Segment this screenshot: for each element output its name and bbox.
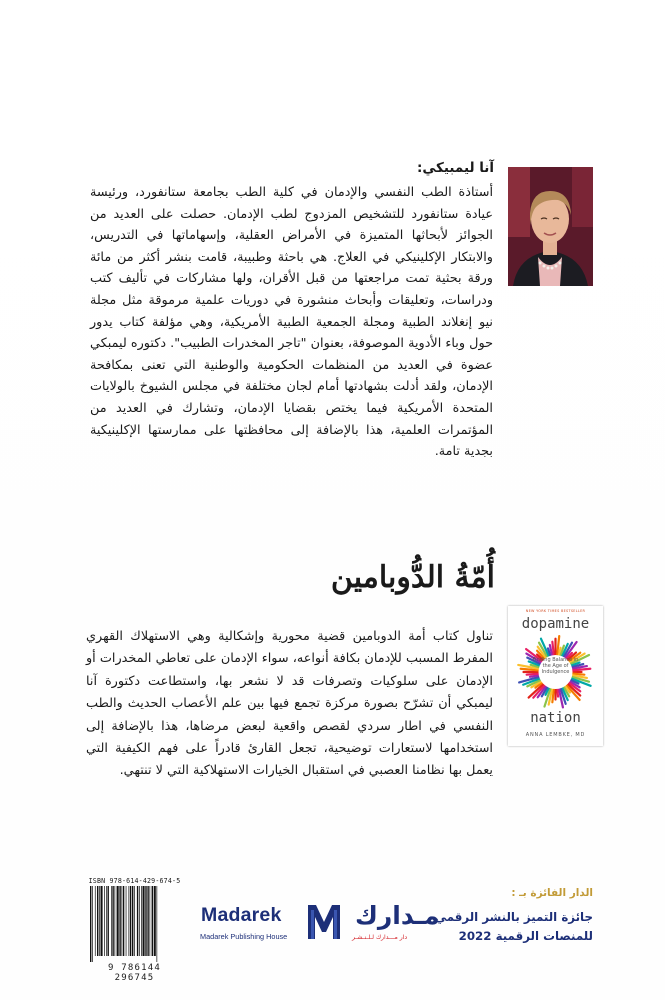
barcode-bar [108, 886, 109, 956]
barcode-bar [122, 886, 123, 956]
author-photo [508, 167, 593, 286]
award-label: الدار الفائزة بـ : [511, 887, 593, 899]
barcode-bar [119, 886, 120, 956]
barcode-bar [126, 886, 127, 956]
publisher-name-arabic: مـدارك [355, 901, 440, 930]
barcode-bar [99, 886, 100, 956]
publisher-house-label: Madarek Publishing House [200, 932, 288, 941]
barcode-bar [134, 886, 135, 956]
author-bio: أستاذة الطب النفسي والإدمان في كلية الطب بجامعة ستانفورد، ورئيسة عيادة ستانفورد للتشخيص المزدوج لطب الإدمان. حصلت على العديد من الجوائز لأبحاثها المتميزة في الأمراض العقلية، وإسهاماتها في التدريس، والابتكار الإكلينيكي في العلاج. هي باحثة وطبيبة، قامت بنشر أكثر من مائة ورقة بحثية تمت مراجعتها من قبل الأقران، ولها مشاركات في تأليف كتب ودراسات، وتعليقات وأبحاث منشورة في دوريات علمية مرموقة مثل مجلة نيو إنغلاند الطبية ومجلة الجمعية الطبية الأمريكية، وهي مؤلفة كتاب يدور حول وباء الأدوية الموصوفة، بعنوان "تاجر المخدرات الطبيب". دكتوره ليمبكي عضوة في العديد من المنظمات الحكومية والوطنية التي تعنى بمكافحة الإدمان، ولقد أدلت بشهادتها أمام لجان مختلفة في مجلس الشيوخ بالولايات المتحدة الأمريكية فيما يختص بقضايا الإدمان، وتشارك في العديد من المؤتمرات العلمية، هذا بالإضافة إلى محافظتها على ممارستها الإكلينيكية بجدية تامة. [90, 185, 493, 460]
publisher-tagline: دار مـــدارك لـلـنـشـر [352, 934, 408, 941]
barcode-bar [111, 886, 112, 956]
barcode-bar [139, 886, 140, 956]
barcode-bar [147, 886, 148, 956]
barcode-bar [143, 886, 145, 956]
award-title: جائزة التميز بالنشر الرقمي للمنصات الرقمية 2022 [434, 910, 593, 943]
cover-subtitle: Finding Balance in the Age of Indulgence [532, 657, 579, 675]
barcode-bar [130, 886, 131, 956]
barcode-bar [152, 886, 153, 956]
author-name: آنا ليمبيكي: [416, 160, 494, 176]
cover-title-word1: dopamine [521, 616, 590, 632]
publisher-logo-icon [307, 902, 341, 940]
barcode-bar [123, 886, 124, 956]
book-title: أُمّةُ الدُّوبامين [330, 560, 495, 595]
cover-author: ANNA LEMBKE, MD [525, 732, 586, 738]
publisher-name-latin: Madarek [201, 904, 282, 926]
barcode [88, 877, 181, 983]
book-description: تناول كتاب أمة الدوبامين قضية محورية وإشكالية وهي الاستهلاك القهري المفرط المسبب للإدمان بكافة أنواعه، سواء الإدمان على تعاطي المخدرات أو الإدمان على سلوكيات وتصرفات قد لا نشعر بها، واستطاعت دكتورة آنا ليمبكي أن تشرّح بصورة مركزة تجمع فيها بين علم الأعصاب الحديث والطب النفسي في اطار سردي لقصص واقعية لبعض مرضاها، هذا بالإضافة إلى استخدامها لاستعارات توضيحية، تجعل القارئ قادراً على فهم الكيفية التي يعمل بها نظامنا العصبي في استقبال الخيارات الاستهلاكية التي لا تنتهي. [86, 629, 493, 779]
barcode-bar [154, 886, 156, 956]
barcode-bar [145, 886, 146, 956]
cover-title-word2: nation [530, 710, 581, 726]
barcode-bar [104, 886, 105, 956]
barcode-bar [137, 886, 138, 956]
barcode-bars [88, 886, 181, 962]
barcode-bar [157, 886, 158, 962]
barcode-bar [150, 886, 151, 956]
barcode-bar [90, 886, 91, 962]
isbn-text: ISBN 978-614-429-674-5 [88, 877, 181, 885]
barcode-bar [95, 886, 96, 956]
barcode-bar [117, 886, 119, 956]
barcode-bar [92, 886, 93, 962]
book-cover-thumbnail [508, 606, 603, 746]
barcode-bar [129, 886, 130, 956]
cover-bestseller-line: NEW YORK TIMES BESTSELLER [525, 609, 586, 613]
barcode-bar [132, 886, 133, 956]
barcode-bar [112, 886, 113, 956]
barcode-bar [106, 886, 107, 956]
barcode-bar [115, 886, 116, 956]
barcode-bar [101, 886, 103, 956]
barcode-bar [97, 886, 98, 956]
barcode-bar [141, 886, 142, 956]
barcode-number: 9 786144 296745 [108, 963, 161, 983]
